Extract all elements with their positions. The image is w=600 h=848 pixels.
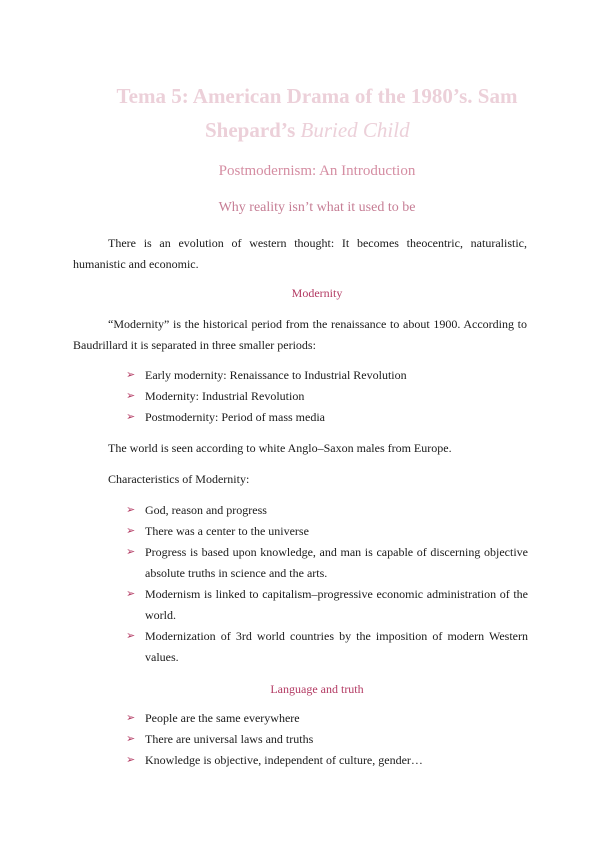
- characteristics-label: Characteristics of Modernity:: [108, 472, 250, 486]
- list-item: ➢ Early modernity: Renaissance to Industrial Revolution: [126, 365, 528, 386]
- arrow-bullet-icon: ➢: [126, 504, 136, 516]
- list-item: ➢ Postmodernity: Period of mass media: [126, 407, 528, 428]
- intro-paragraph: [73, 233, 527, 275]
- document-title-line1: Tema 5: American Drama of the 1980’s. Sam: [116, 84, 518, 108]
- world-statement: The world is seen according to white Anglo–Saxon males from Europe.: [108, 441, 452, 455]
- modernity-text: “Modernity” is the historical period from the renaissance to about 1900. According to Baudrillard it is separated in three smaller periods:: [73, 317, 527, 352]
- arrow-bullet-icon: ➢: [126, 588, 136, 600]
- modernity-paragraph: [73, 314, 527, 356]
- list-item: ➢ There was a center to the universe: [126, 521, 528, 542]
- list-item: ➢ Modernism is linked to capitalism–progressive economic administration of the world.: [126, 584, 528, 626]
- arrow-bullet-icon: ➢: [126, 411, 136, 423]
- arrow-bullet-icon: ➢: [126, 712, 136, 724]
- periods-list: [126, 365, 528, 428]
- section-heading-modernity: Modernity: [291, 286, 343, 300]
- list-item: ➢ Modernity: Industrial Revolution: [126, 386, 528, 407]
- document-title-text: Shepard’s: [205, 118, 301, 142]
- list-item: ➢ Knowledge is objective, independent of culture, gender…: [126, 750, 528, 771]
- language-truth-list: [126, 708, 528, 771]
- document-title-italic: Buried Child: [300, 118, 410, 142]
- document-title-line2: [205, 118, 410, 143]
- arrow-bullet-icon: ➢: [126, 390, 136, 402]
- arrow-bullet-icon: ➢: [126, 754, 136, 766]
- document-tagline: Why reality isn’t what it used to be: [218, 200, 416, 215]
- arrow-bullet-icon: ➢: [126, 546, 136, 558]
- document-subtitle: Postmodernism: An Introduction: [218, 163, 416, 179]
- list-item: ➢ God, reason and progress: [126, 500, 528, 521]
- arrow-bullet-icon: ➢: [126, 630, 136, 642]
- list-item: ➢ Modernization of 3rd world countries by the imposition of modern Western values.: [126, 626, 528, 668]
- arrow-bullet-icon: ➢: [126, 733, 136, 745]
- arrow-bullet-icon: ➢: [126, 525, 136, 537]
- list-item: ➢ There are universal laws and truths: [126, 729, 528, 750]
- arrow-bullet-icon: ➢: [126, 369, 136, 381]
- list-item: ➢ People are the same everywhere: [126, 708, 528, 729]
- list-item: ➢ Progress is based upon knowledge, and man is capable of discerning objective absolute truths in science and the arts.: [126, 542, 528, 584]
- characteristics-list: [126, 500, 528, 668]
- section-heading-language-truth: Language and truth: [270, 682, 364, 696]
- intro-text: There is an evolution of western thought: It becomes theocentric, naturalistic, humanistic and economic.: [73, 236, 527, 271]
